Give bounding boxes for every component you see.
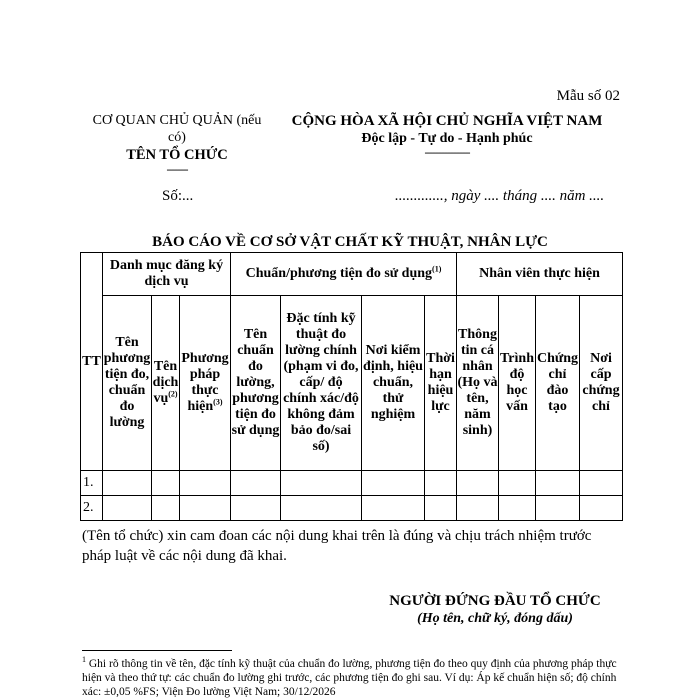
col-service-name-label: Tên dịch vụ: [152, 359, 179, 406]
form-number: Mẫu số 02: [556, 88, 620, 104]
report-title: BÁO CÁO VỀ CƠ SỞ VẬT CHẤT KỸ THUẬT, NHÂN LỰC: [152, 234, 548, 250]
table-cell: [499, 496, 536, 521]
table-cell: [580, 471, 623, 496]
col-method-label: Phương pháp thực hiện: [181, 351, 229, 414]
footnote-ref-3: (3): [213, 397, 223, 407]
table-cell: [580, 496, 623, 521]
group-services-header: Danh mục đăng ký dịch vụ: [103, 253, 231, 296]
report-table: [80, 252, 623, 521]
document-number: Số:...: [162, 188, 194, 204]
col-standard-name-header: Tên chuẩn đo lường, phương tiện đo sử dụng: [231, 296, 281, 471]
signature-block: [350, 592, 640, 628]
table-cell: [457, 496, 499, 521]
footnote-marker: 1: [82, 655, 86, 665]
group-staff-header: Nhân viên thực hiện: [457, 253, 623, 296]
footnote: [82, 657, 622, 699]
col-calibration-place-header: Nơi kiểm định, hiệu chuẩn, thử nghiệm: [362, 296, 425, 471]
table-cell: [103, 471, 152, 496]
table-cell: [425, 471, 457, 496]
col-method-header: [180, 296, 231, 471]
signer-role: NGƯỜI ĐỨNG ĐẦU TỔ CHỨC: [389, 593, 601, 609]
footnote-divider: [82, 650, 232, 651]
table-header-row-1: [81, 253, 623, 296]
col-personal-info-header: Thông tin cá nhân (Họ và tên, năm sinh): [457, 296, 499, 471]
table-cell: [231, 496, 281, 521]
table-cell: [152, 496, 180, 521]
right-header: [282, 112, 612, 157]
col-tt-header: TT: [81, 253, 103, 471]
left-divider: -------: [166, 162, 188, 176]
col-education-header: Trình độ học vấn: [499, 296, 536, 471]
table-cell: [231, 471, 281, 496]
table-cell: [281, 496, 362, 521]
pledge-statement: (Tên tổ chức) xin cam đoan các nội dung khai trên là đúng và chịu trách nhiệm trước pháp luật về các nội dung đã khai.: [82, 528, 592, 564]
col-training-cert-header: Chứng chỉ đào tạo: [536, 296, 580, 471]
table-cell: [499, 471, 536, 496]
date-line: ............., ngày .... tháng .... năm ....: [395, 188, 605, 204]
table-cell: [536, 471, 580, 496]
nation-name: CỘNG HÒA XÃ HỘI CHỦ NGHĨA VIỆT NAM: [291, 113, 603, 129]
footnote-text: Ghi rõ thông tin về tên, đặc tính kỹ thuật của chuẩn đo lường, phương tiện đo theo quy định của phương pháp thực hiện và theo thứ tự: các chuẩn đo lường ghi trước, các phương tiện đo ghi sau. Ví dụ: Áp kế chuẩn hiện số; độ chính xác: ±0,05 %FS; Viện Đo lường Việt Nam; 30/12/2026: [82, 658, 617, 698]
left-header: [84, 112, 270, 174]
table-cell: [536, 496, 580, 521]
group-standards-label: Chuẩn/phương tiện đo sử dụng: [245, 266, 433, 281]
col-service-name-header: [152, 296, 180, 471]
row-number: 1.: [81, 471, 103, 496]
agency-name: CƠ QUAN CHỦ QUẢN (nếu có): [92, 113, 262, 145]
table-row: [81, 471, 623, 496]
table-cell: [457, 471, 499, 496]
national-motto: Độc lập - Tự do - Hạnh phúc: [361, 131, 533, 146]
group-standards-header: [231, 253, 457, 296]
table-cell: [180, 471, 231, 496]
table-cell: [180, 496, 231, 521]
table-cell: [425, 496, 457, 521]
table-cell: [103, 496, 152, 521]
col-validity-header: Thời hạn hiệu lực: [425, 296, 457, 471]
col-issuer-header: Nơi cấp chứng chỉ: [580, 296, 623, 471]
table-cell: [362, 496, 425, 521]
signature-hint: (Họ tên, chữ ký, đóng dấu): [417, 611, 573, 626]
col-instrument-name-header: Tên phương tiện đo, chuẩn đo lường: [103, 296, 152, 471]
col-main-spec-header: Đặc tính kỹ thuật đo lường chính (phạm vi đo, cấp/ độ chính xác/độ không đảm bảo đo/sai số): [281, 296, 362, 471]
table-cell: [281, 471, 362, 496]
table-cell: [152, 471, 180, 496]
table-cell: [362, 471, 425, 496]
table-header-row-2: [81, 296, 623, 471]
right-divider: ---------------: [424, 145, 470, 159]
row-number: 2.: [81, 496, 103, 521]
footnote-ref-1: (1): [432, 264, 442, 274]
table-row: [81, 496, 623, 521]
footnote-ref-2: (2): [168, 389, 178, 399]
organization-name: TÊN TỔ CHỨC: [126, 147, 228, 163]
